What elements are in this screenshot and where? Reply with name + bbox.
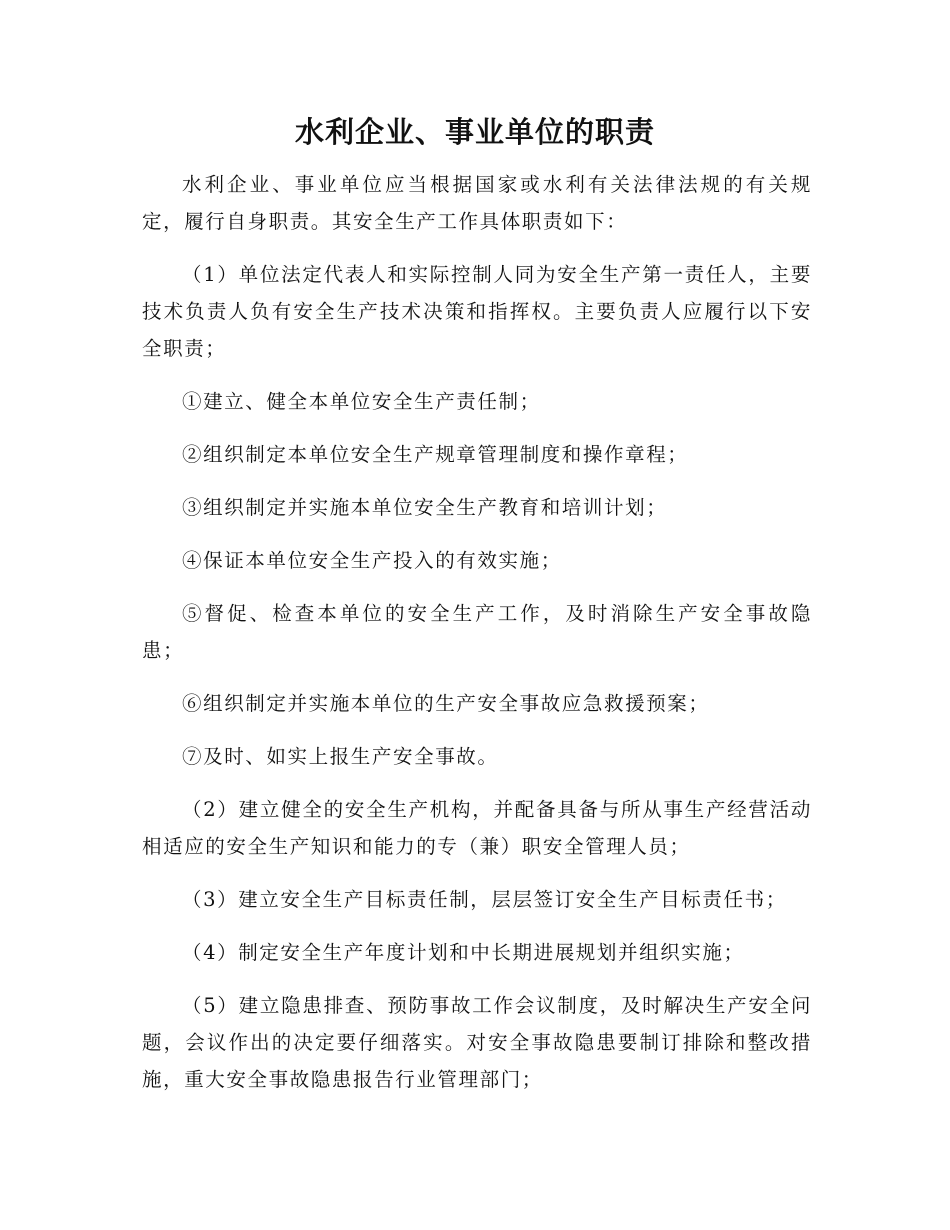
item-1-sub-2: ②组织制定本单位安全生产规章管理制度和操作章程； (182, 443, 689, 466)
item-4-paragraph: （4）制定安全生产年度计划和中长期进展规划并组织实施； (182, 941, 745, 964)
item-1-sub-1: ①建立、健全本单位安全生产责任制； (182, 390, 541, 413)
document-body (142, 166, 812, 1098)
intro-paragraph: 水利企业、事业单位应当根据国家或水利有关法律法规的有关规定，履行自身职责。其安全生产工作具体职责如下： (142, 173, 812, 233)
item-1-sub-6: ⑥组织制定并实施本单位的生产安全事故应急救援预案； (182, 692, 710, 715)
item-1-sub-4: ④保证本单位安全生产投入的有效实施； (182, 549, 562, 572)
item-5-paragraph: （5）建立隐患排查、预防事故工作会议制度，及时解决生产安全问题，会议作出的决定要仔细落实。对安全事故隐患要制订排除和整改措施，重大安全事故隐患报告行业管理部门； (142, 994, 812, 1091)
document-title: 水利企业、事业单位的职责 (294, 115, 655, 149)
item-1-paragraph: （1）单位法定代表人和实际控制人同为安全生产第一责任人，主要技术负责人负有安全生产技术决策和指挥权。主要负责人应履行以下安全职责； (142, 263, 812, 360)
item-2-paragraph: （2）建立健全的安全生产机构，并配备具备与所从事生产经营活动相适应的安全生产知识和能力的专（兼）职安全管理人员； (142, 798, 812, 858)
item-1-sub-5: ⑤督促、检查本单位的安全生产工作，及时消除生产安全事故隐患； (142, 602, 812, 662)
item-3-paragraph: （3）建立安全生产目标责任制，层层签订安全生产目标责任书； (182, 888, 787, 911)
item-1-sub-3: ③组织制定并实施本单位安全生产教育和培训计划； (182, 496, 668, 519)
item-1-sub-7: ⑦及时、如实上报生产安全事故。 (182, 745, 499, 768)
